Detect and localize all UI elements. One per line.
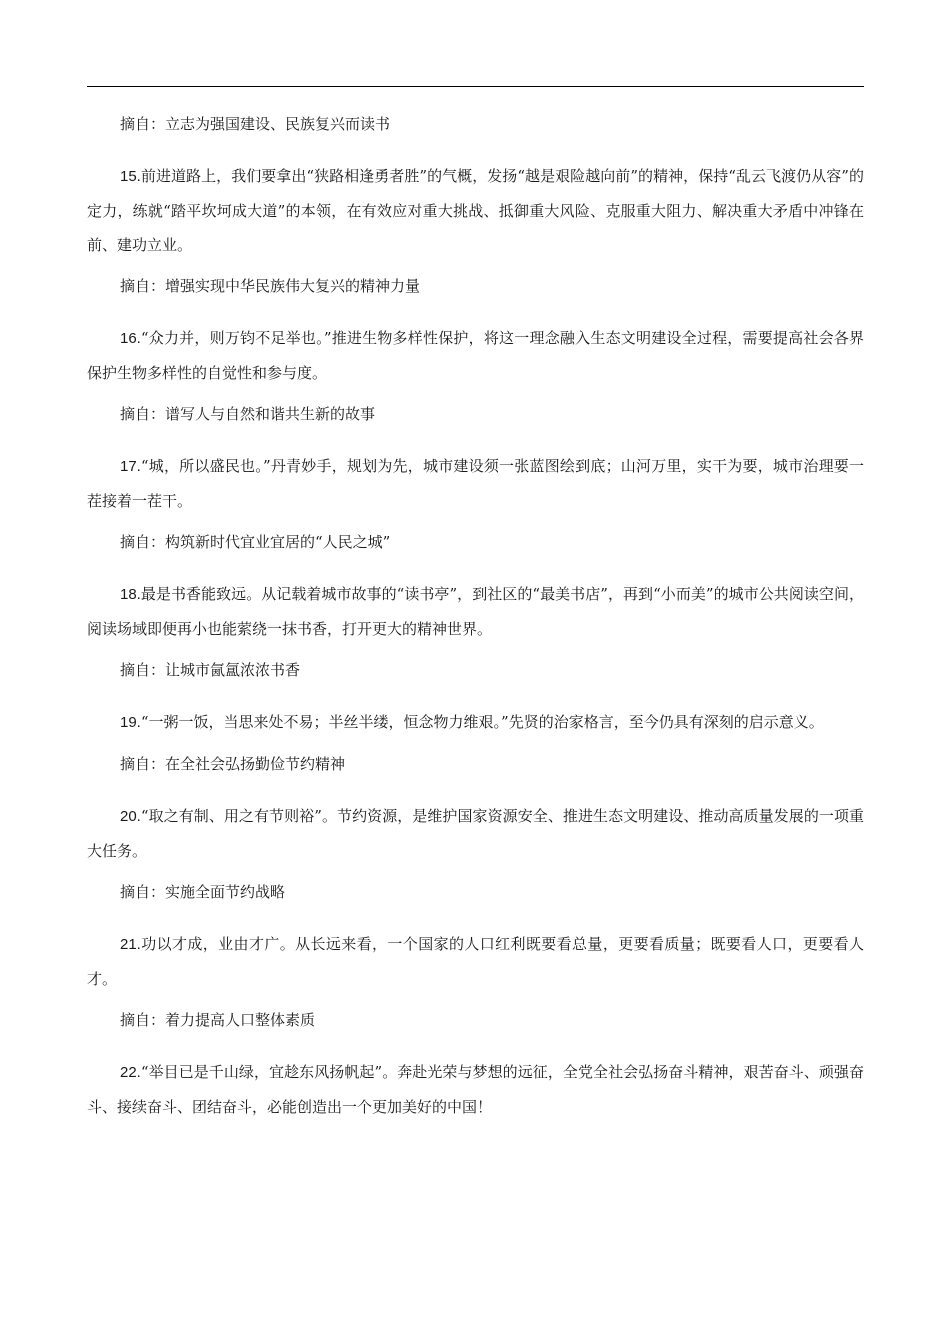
header-rule [87,86,864,87]
paragraph-text: 最是书香能致远。从记载着城市故事的“读书亭”，到社区的“最美书店”，再到“小而美”的城市公共阅读空间，阅读场域即便再小也能萦绕一抹书香，打开更大的精神世界。 [87,585,864,638]
excerpt-source: 摘自：构筑新时代宜业宜居的“人民之城” [120,533,391,551]
paragraph-22 [87,1055,864,1124]
document-body [87,112,864,1136]
paragraph-text: “众力并，则万钧不足举也。”推进生物多样性保护，将这一理念融入生态文明建设全过程，需要提高社会各界保护生物多样性的自觉性和参与度。 [87,329,864,382]
paragraph-16 [87,321,864,390]
excerpt-source: 摘自：增强实现中华民族伟大复兴的精神力量 [120,277,421,295]
paragraph-text: “一粥一饭，当思来处不易；半丝半缕，恒念物力维艰。”先贤的治家格言，至今仍具有深刻的启示意义。 [140,713,824,731]
paragraph-text: “城，所以盛民也。”丹青妙手，规划为先，城市建设须一张蓝图绘到底；山河万里，实干为要，城市治理要一茬接着一茬干。 [87,457,864,510]
item-number: 19. [120,714,141,731]
item-number: 16. [120,330,141,347]
paragraph-text: 前进道路上，我们要拿出“狭路相逢勇者胜”的气概，发扬“越是艰险越向前”的精神，保持“乱云飞渡仍从容”的定力，练就“踏平坎坷成大道”的本领，在有效应对重大挑战、抵御重大风险、克服重大阻力、解决重大矛盾中冲锋在前、建功立业。 [87,167,864,254]
item-number: 20. [120,808,141,825]
paragraph-18 [87,577,864,646]
paragraph-text: 功以才成，业由才广。从长远来看，一个国家的人口红利既要看总量，更要看质量；既要看人口，更要看人才。 [87,935,864,988]
paragraph-text: “举目已是千山绿，宜趁东风扬帆起”。奔赴光荣与梦想的远征，全党全社会弘扬奋斗精神，艰苦奋斗、顽强奋斗、接续奋斗、团结奋斗，必能创造出一个更加美好的中国！ [87,1063,864,1116]
item-number: 15. [120,168,141,185]
paragraph-20 [87,799,864,868]
excerpt-source: 摘自：着力提高人口整体素质 [120,1011,316,1029]
item-number: 17. [120,458,141,475]
item-number: 21. [120,936,141,953]
item-number: 18. [120,586,141,603]
paragraph-21 [87,927,864,996]
paragraph-19 [87,705,864,740]
paragraph-17 [87,449,864,518]
paragraph-text: “取之有制、用之有节则裕”。节约资源，是维护国家资源安全、推进生态文明建设、推动高质量发展的一项重大任务。 [87,807,864,860]
excerpt-source: 摘自：谱写人与自然和谐共生新的故事 [120,405,376,423]
item-number: 22. [120,1064,141,1081]
paragraph-15 [87,159,864,262]
excerpt-source: 摘自：实施全面节约战略 [120,883,286,901]
excerpt-source: 摘自：立志为强国建设、民族复兴而读书 [120,115,391,133]
excerpt-source: 摘自：在全社会弘扬勤俭节约精神 [120,755,346,773]
excerpt-source: 摘自：让城市氤氲浓浓书香 [120,661,301,679]
